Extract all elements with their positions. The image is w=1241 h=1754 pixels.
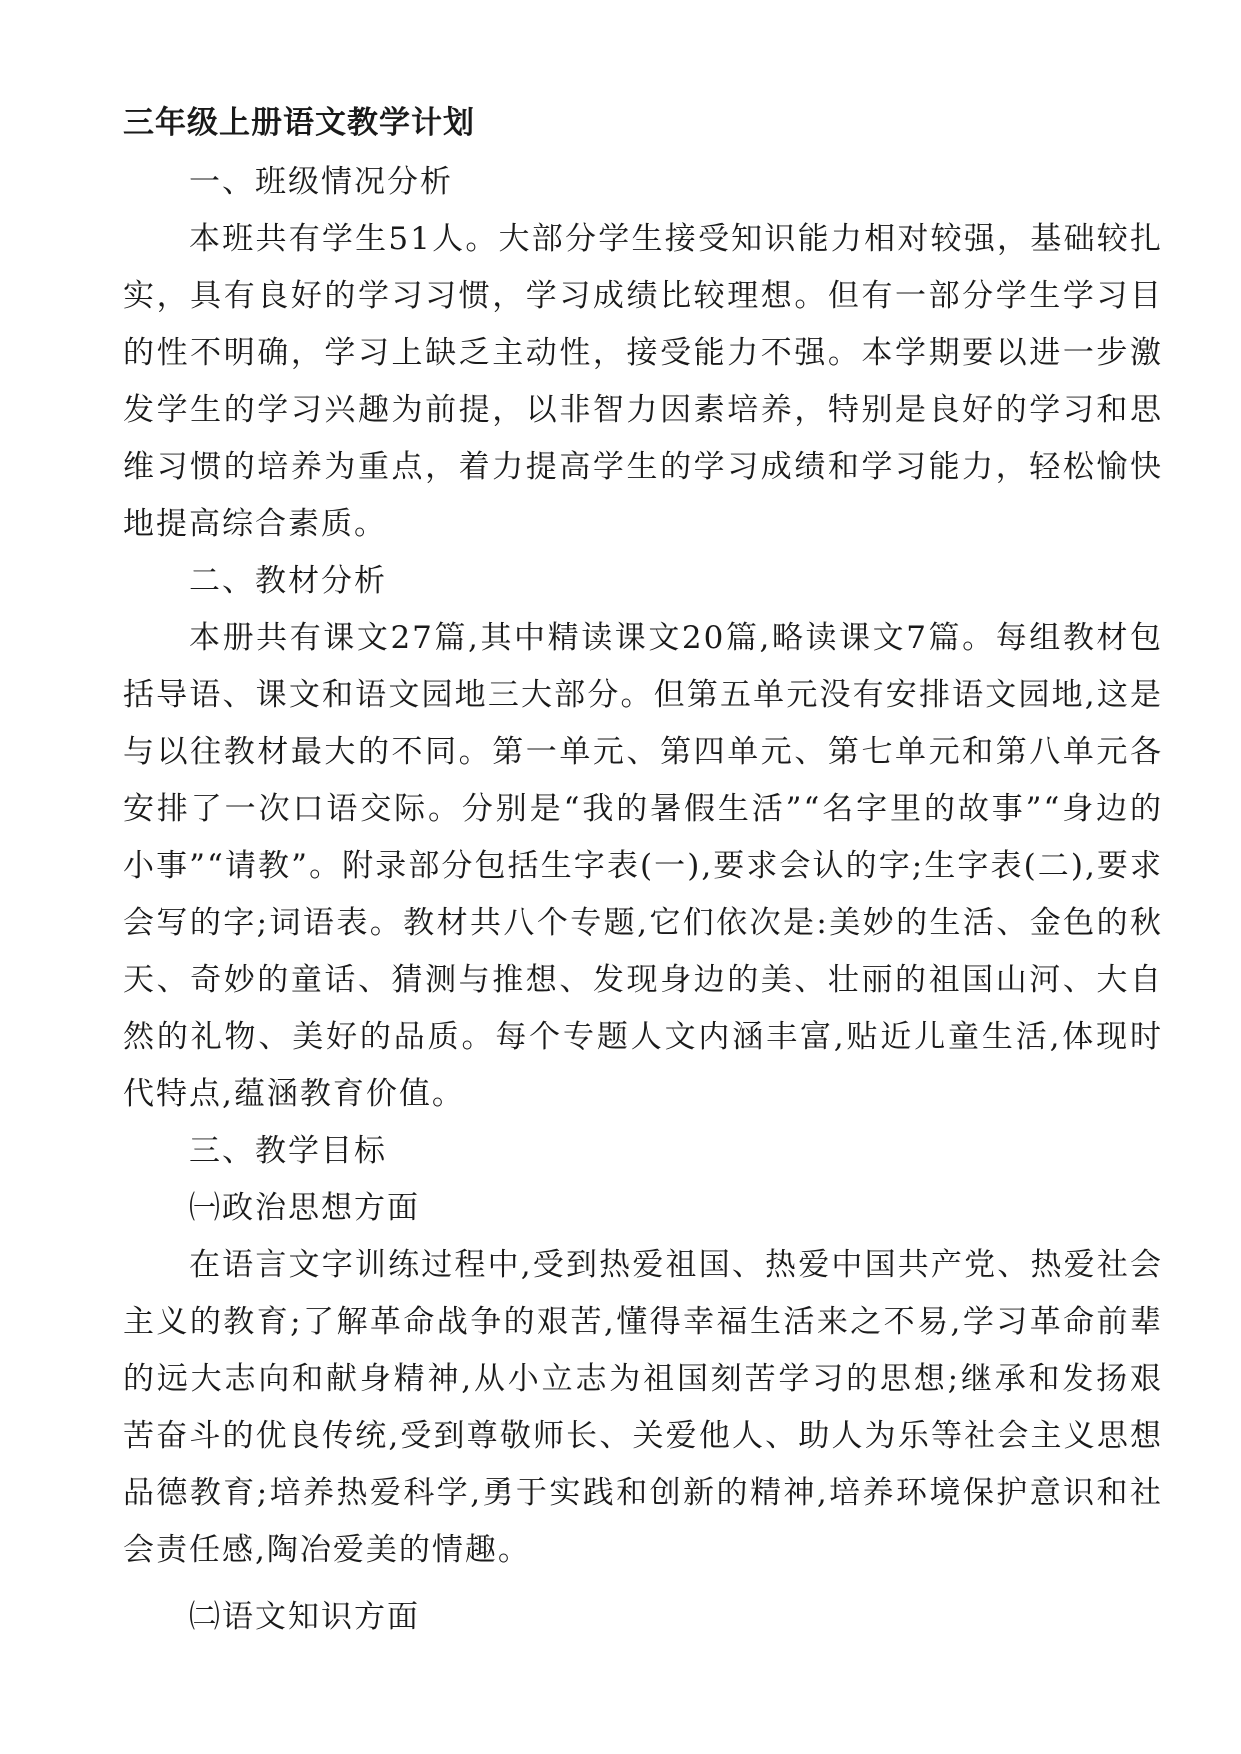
subsection-heading-political-thought: ㈠政治思想方面 xyxy=(189,1190,420,1226)
paragraph-class-analysis: 本班共有学生51人。大部分学生接受知识能力相对较强，基础较扎实，具有良好的学习习惯，学习成绩比较理想。但有一部分学生学习目的性不明确，学习上缺乏主动性，接受能力不强。本学期要以进一步激发学生的学习兴趣为前提，以非智力因素培养，特别是良好的学习和思维习惯的培养为重点，着力提高学生的学习成绩和学习能力，轻松愉快地提高综合素质。 xyxy=(123,221,1163,542)
section-heading-textbook-analysis: 二、教材分析 xyxy=(189,563,387,599)
section-heading-class-analysis: 一、班级情况分析 xyxy=(189,164,453,200)
document-page xyxy=(123,100,1163,1646)
section-heading-teaching-goals: 三、教学目标 xyxy=(189,1133,387,1169)
paragraph-political-thought: 在语言文字训练过程中,受到热爱祖国、热爱中国共产党、热爱社会主义的教育;了解革命战争的艰苦,懂得幸福生活来之不易,学习革命前辈的远大志向和献身精神,从小立志为祖国刻苦学习的思想;继承和发扬艰苦奋斗的优良传统,受到尊敬师长、关爱他人、助人为乐等社会主义思想品德教育;培养热爱科学,勇于实践和创新的精神,培养环境保护意识和社会责任感,陶冶爱美的情趣。 xyxy=(123,1247,1163,1568)
paragraph-textbook-analysis: 本册共有课文27篇,其中精读课文20篇,略读课文7篇。每组教材包括导语、课文和语文园地三大部分。但第五单元没有安排语文园地,这是与以往教材最大的不同。第一单元、第四单元、第七单元和第八单元各安排了一次口语交际。分别是“我的暑假生活”“名字里的故事”“身边的小事”“请教”。附录部分包括生字表(一),要求会认的字;生字表(二),要求会写的字;词语表。教材共八个专题,它们依次是:美妙的生活、金色的秋天、奇妙的童话、猜测与推想、发现身边的美、壮丽的祖国山河、大自然的礼物、美好的品质。每个专题人文内涵丰富,贴近儿童生活,体现时代特点,蕴涵教育价值。 xyxy=(123,620,1163,1112)
subsection-heading-language-knowledge: ㈡语文知识方面 xyxy=(189,1599,420,1635)
document-title: 三年级上册语文教学计划 xyxy=(123,105,475,141)
